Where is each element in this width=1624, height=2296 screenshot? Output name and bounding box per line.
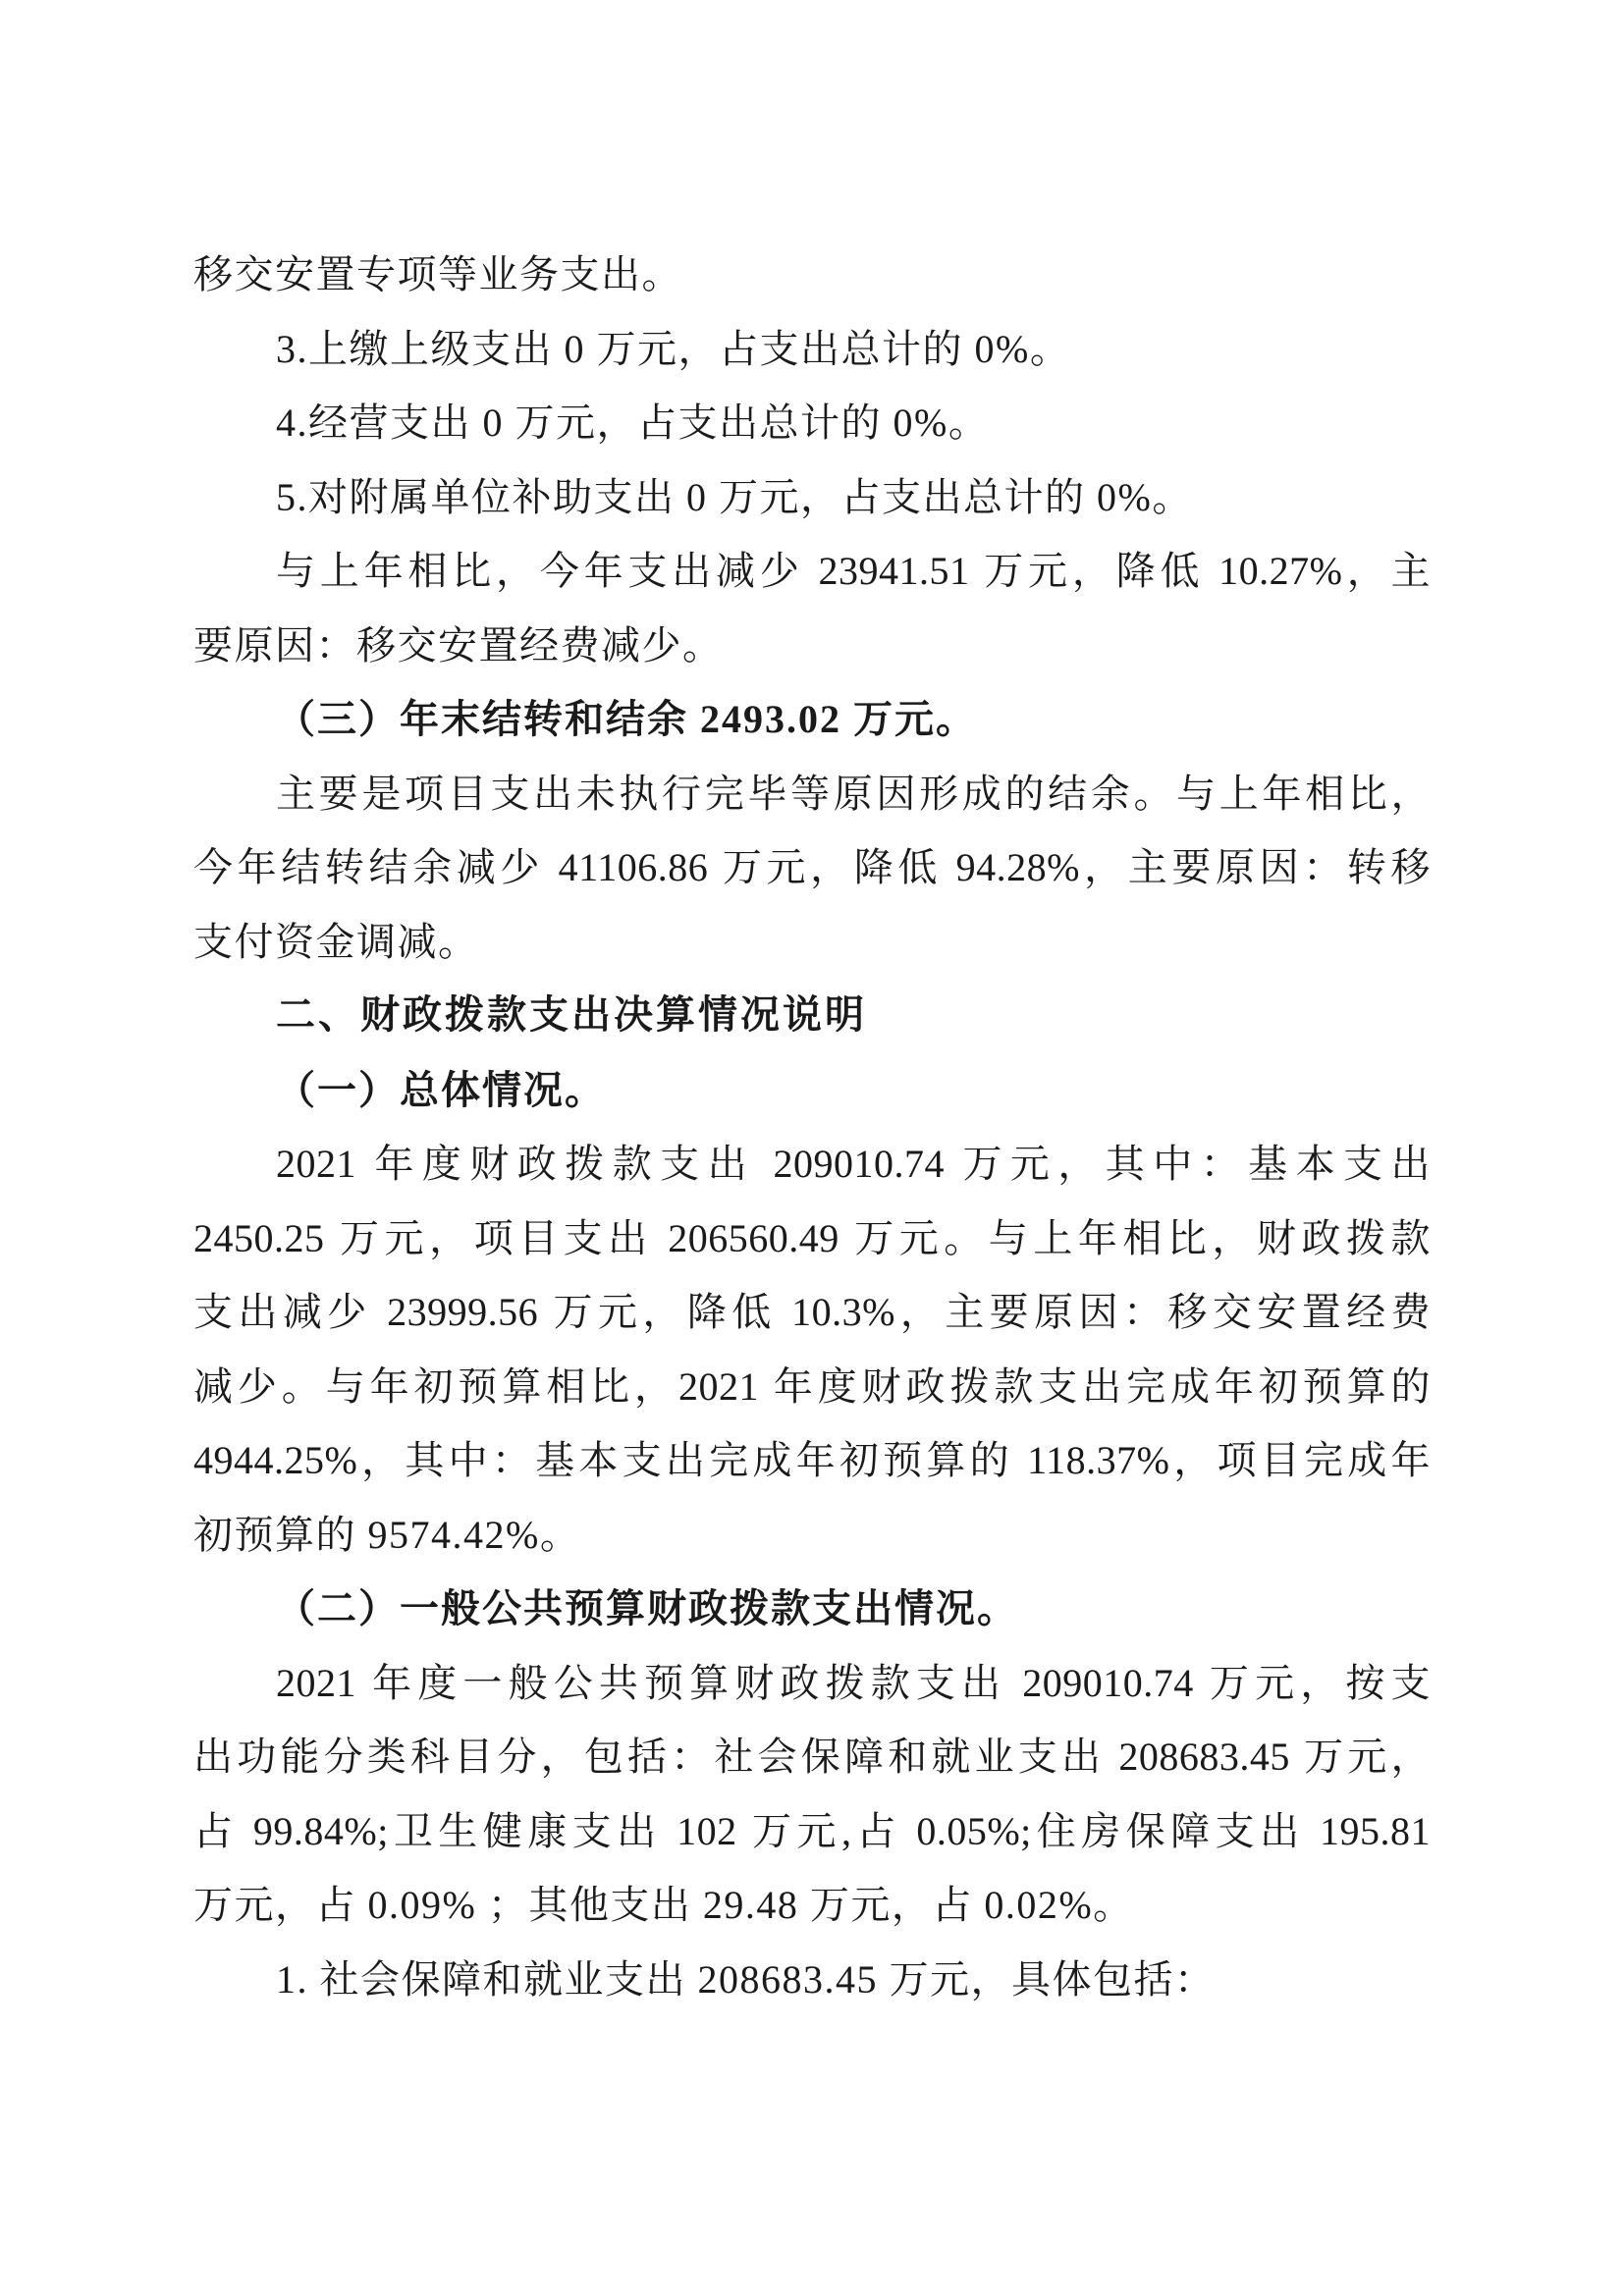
section-heading: （二）一般公共预算财政拨款支出情况。: [276, 1586, 1018, 1630]
text-line: 占 99.84%;卫生健康支出 102 万元,占 0.05%;住房保障支出 195.81: [193, 1808, 1431, 1853]
text-line: 移交安置专项等业务支出。: [193, 252, 682, 296]
section-heading: （三）年末结转和结余 2493.02 万元。: [276, 697, 977, 741]
text-line: 支出减少 23999.56 万元，降低 10.3%，主要原因：移交安置经费: [193, 1290, 1431, 1334]
text-line: 4944.25%，其中：基本支出完成年初预算的 118.37%，项目完成年: [193, 1438, 1431, 1482]
text-line: 4.经营支出 0 万元，占支出总计的 0%。: [276, 400, 990, 445]
text-line: 2021 年度财政拨款支出 209010.74 万元，其中：基本支出: [276, 1142, 1431, 1186]
text-line: 3.上缴上级支出 0 万元，占支出总计的 0%。: [276, 326, 1071, 371]
text-line: 5.对附属单位补助支出 0 万元，占支出总计的 0%。: [276, 474, 1193, 519]
text-line: 2021 年度一般公共预算财政拨款支出 209010.74 万元，按支: [276, 1660, 1431, 1705]
text-line: 要原因：移交安置经费减少。: [193, 622, 724, 667]
text-line: 主要是项目支出未执行完毕等原因形成的结余。与上年相比，: [276, 771, 1431, 816]
text-line: 减少。与年初预算相比，2021 年度财政拨款支出完成年初预算的: [193, 1363, 1431, 1409]
text-line: 今年结转结余减少 41106.86 万元，降低 94.28%，主要原因：转移: [193, 845, 1431, 889]
section-heading: （一）总体情况。: [276, 1067, 606, 1112]
text-line: 出功能分类科目分，包括：社会保障和就业支出 208683.45 万元，: [193, 1735, 1431, 1779]
text-line: 2450.25 万元，项目支出 206560.49 万元。与上年相比，财政拨款: [193, 1215, 1431, 1260]
text-line: 支付资金调减。: [193, 919, 479, 964]
text-line: 与上年相比，今年支出减少 23941.51 万元，降低 10.27%，主: [276, 549, 1431, 593]
text-column: [193, 238, 1431, 2016]
text-line: 万元，占 0.09% ；其他支出 29.48 万元，占 0.02%。: [193, 1883, 1134, 1927]
text-line: 1. 社会保障和就业支出 208683.45 万元，具体包括：: [276, 1956, 1216, 2002]
text-line: 初预算的 9574.42%。: [193, 1512, 581, 1557]
section-heading: 二、财政拨款支出决算情况说明: [276, 993, 867, 1037]
